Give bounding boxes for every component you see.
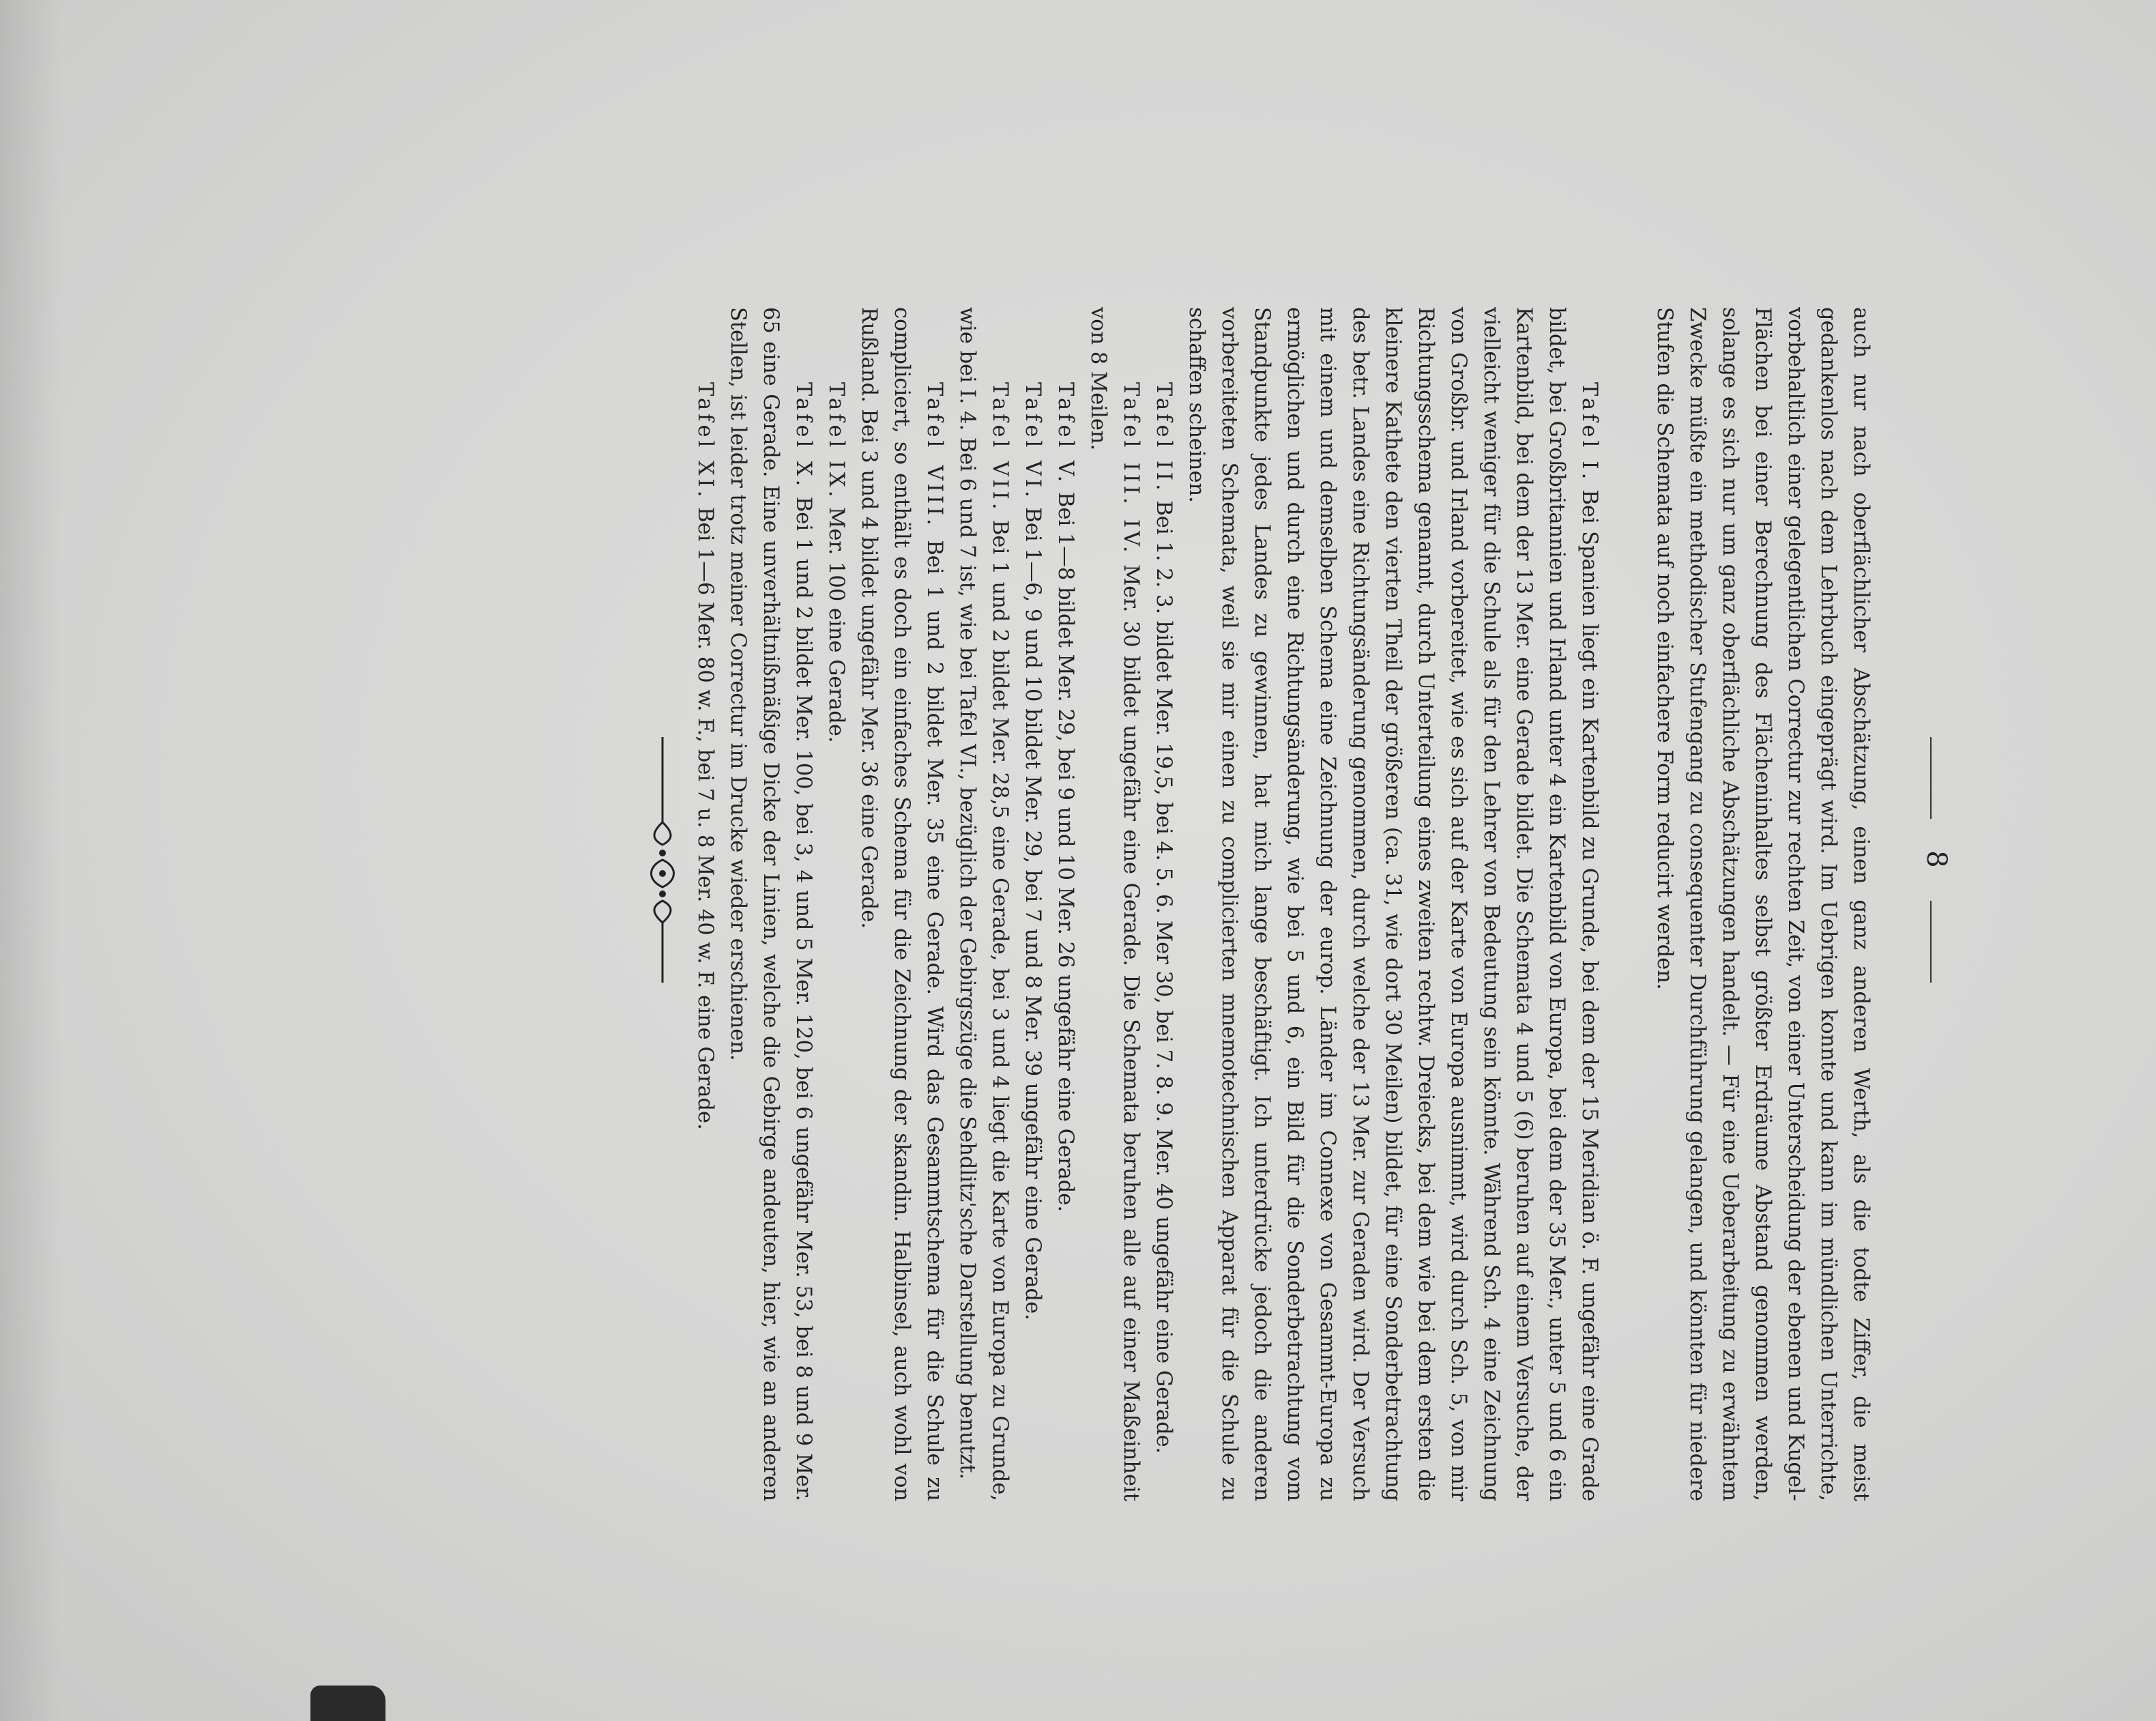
tafel-7-label: Tafel VII. — [988, 382, 1012, 513]
tafel-2-label: Tafel II. — [1152, 382, 1176, 494]
binding-shadow — [0, 0, 61, 1721]
tafel-8-text: Bei 1 und 2 bildet Mer. 35 eine Gerade. Wird das Gesammtschema für die Schule zu compliciert, so enthält es doch ein einfaches Schema für die Zeichnung der skandin. Halbinsel, auch wohl von Rußland. Bei 3 und 4 bildet ungefähr Mer. 36 eine Gerade. — [857, 307, 946, 1501]
tafel-3-4-text: Mer. 30 bildet ungefähr eine Gerade. Die Schemata beruhen alle auf einer Maßeinheit von 8 Meilen. — [1086, 307, 1143, 1502]
tafel-1-text: Bei Spanien liegt ein Kartenbild zu Grunde, bei dem der 15 Meridian ö. F. ungefähr eine Grade bildet, bei Großbritannien und Irland unter 4 ein Kartenbild von Europa, bei dem der 35 Mer., unter 5 und 6 ein Kartenbild, bei dem der 13 Mer. eine Gerade bildet. Die Schemata 4 und 5 (6) beruhen auf einem Versuche, der vielleicht weniger für die Schule als für den Lehrer von Bedeutung sein könnte. Während Sch. 4 eine Zeichnung von Großbr. und Irland vorbereitet, wie es sich auf der Karte von Europa ausnimmt, wird durch Sch. 5, von mir Richtungsschema genannt, durch Unterteilung eines zweiten rechtw. Dreiecks, bei dem wie bei dem ersten die kleinere Kathete den vierten Theil der größeren (ca. 31, wie dort 30 Meilen) bildet, für eine Sonderbetrachtung des betr. Landes eine Richtungsänderung genommen, durch welche der 13 Mer. zur Geraden wird. Der Versuch mit einem und demselben Schema eine Zeichnung der europ. Länder im Connexe von Gesammt-Europa zu ermöglichen und durch eine Richtungsänderung, wie bei 5 und 6, ein Bild für die Sonderbetrachtung vom Standpunkte jedes Landes zu gewinnen, hat mich lange beschäftigt. Ich unterdrücke jedoch die anderen vorbereiteten Schemata, weil sie mir einen zu complicierten mnemotechnischen Apparat für die Schule zu schaffen scheinen. — [1184, 307, 1601, 1501]
paragraph-tafel-8 — [852, 307, 950, 1501]
paragraph-tafel-9 — [819, 307, 852, 1501]
paragraph-tafel-5 — [1049, 307, 1081, 1501]
paragraph-tafel-7 — [950, 307, 1016, 1501]
tafel-5-label: Tafel V. — [1053, 382, 1077, 486]
tafel-11-text: Bei 1—6 Mer. 80 w. F., bei 7 u. 8 Mer. 40 w. F. eine Gerade. — [693, 507, 717, 1130]
tafel-10-label: Tafel X. — [791, 382, 815, 490]
page-number: 8 — [1921, 850, 1952, 869]
tafel-8-label: Tafel VIII. — [922, 382, 946, 529]
paragraph-tafel-1 — [1180, 307, 1605, 1501]
page-edge-mark — [310, 1686, 385, 1721]
paragraph-tafel-11 — [688, 307, 721, 1501]
body-text — [693, 307, 1877, 1502]
tafel-9-text: Mer. 100 eine Gerade. — [824, 507, 848, 743]
tafel-11-label: Tafel XI. — [693, 382, 717, 501]
tafel-3-4-label: Tafel III. IV. — [1119, 382, 1143, 556]
ornament-divider — [642, 737, 683, 983]
tafel-6-text: Bei 1—6, 9 und 10 bildet Mer. 29, bei 7 und 8 Mer. 39 ungefähr eine Gerade. — [1021, 507, 1045, 1320]
tafel-10-text: Bei 1 und 2 bildet Mer. 100, bei 3, 4 und 5 Mer. 120, bei 6 ungefähr Mer. 53, bei 8 und 9 Mer. 65 eine Gerade. Eine unverhältnißmäßige Dicke der Linien, welche die Gebirge andeuten, hier, wie an anderen Stellen, ist leider trotz meiner Correctur im Drucke wieder erschienen. — [726, 307, 815, 1501]
paragraph-tafel-2 — [1147, 307, 1180, 1501]
paragraph-tafel-10 — [721, 307, 819, 1501]
tafel-7-text: Bei 1 und 2 bildet Mer. 28,5 eine Gerade, bei 3 und 4 liegt die Karte von Europa zu Grunde, wie bei I. 4. Bei 6 und 7 ist, wie bei Tafel VI., bezüglich der Gebirgszüge die Sehdlitz'sche Darstellung benutzt. — [955, 307, 1012, 1501]
tafel-6-label: Tafel VI. — [1021, 382, 1045, 501]
tafel-2-text: Bei 1. 2. 3. bildet Mer. 19,5, bei 4. 5. 6. Mer 30, bei 7. 8. 9. Mer. 40 ungefähr eine Gerade. — [1152, 500, 1176, 1454]
page-number-rule-right — [1930, 901, 1932, 983]
paragraph-tafel-3-4 — [1081, 307, 1147, 1501]
tafel-1-label: Tafel I. — [1577, 382, 1601, 483]
paragraph-tafel-6 — [1016, 307, 1049, 1501]
tafel-9-label: Tafel IX. — [824, 382, 848, 501]
tafel-5-text: Bei 1—8 bildet Mer. 29, bei 9 und 10 Mer. 26 ungefähr eine Gerade. — [1053, 492, 1077, 1213]
rotated-page-content — [506, 14, 2007, 1706]
paragraph-intro: auch nur nach oberflächlicher Abschätzung, einen ganz anderen Werth, als die todte Ziffer, die meist gedankenlos nach dem Lehrbuch eingeprägt wird. Im Uebrigen konnte und kann im mündlichen Unterrichte, vorbehaltlich einer gelegentlichen Correctur zur rechten Zeit, von einer Unterscheidung der ebenen und Kugel-Flächen bei einer Berechnung des Flächeninhaltes selbst größter Erdräume Abstand genommen werden, solange es sich nur um ganz oberflächliche Abschätzungen handelt. — Für eine Ueberarbeitung zu erwähntem Zwecke müßte ein methodischer Stufengang zu consequenter Durchführung gelangen, und könnten für niedere Stufen die Schemata auf noch einfachere Form reducirt werden. — [1652, 307, 1873, 1501]
